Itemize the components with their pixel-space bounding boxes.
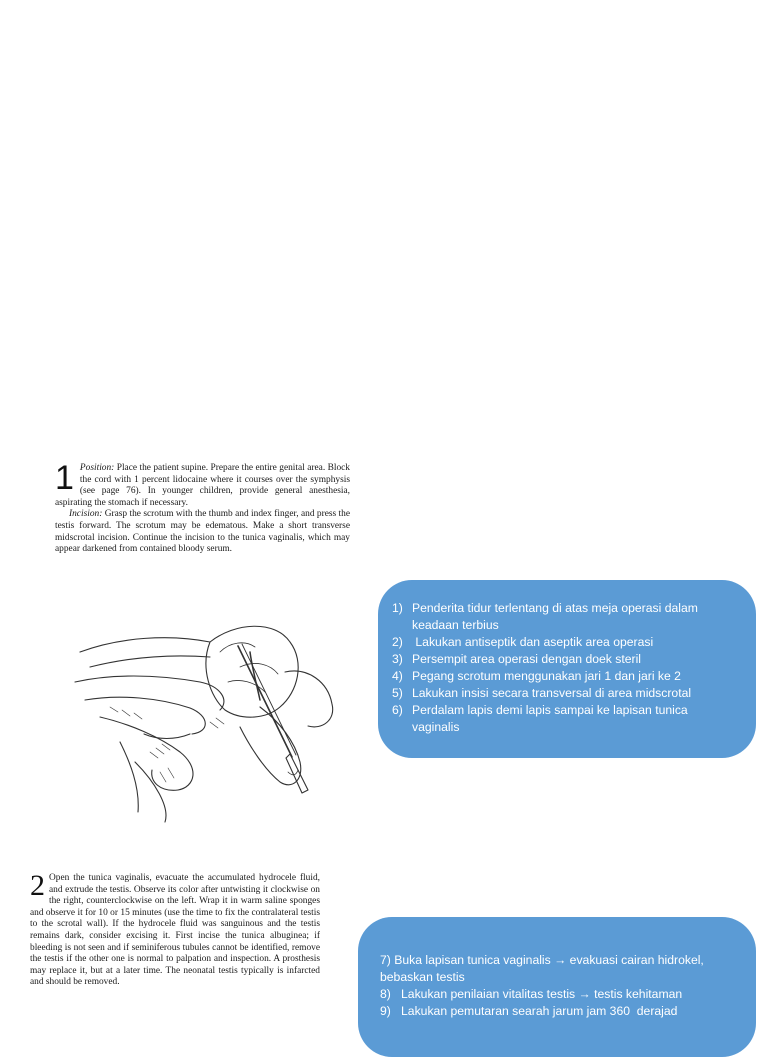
list-item: 3) Persempit area operasi dengan doek steril xyxy=(392,652,641,666)
incision-paragraph xyxy=(55,509,350,555)
step-2-paragraph: Open the tunica vaginalis, evacuate the accumulated hydrocele fluid, and extrude the testis. Observe its color after untwisting it clockwise on the right, counterclockwise on the left. Wrap it in warm saline sponges and observe it for 10 or 15 minutes (use the time to fix the contralateral testis to the scrotal wall). If the hydrocele fluid was sanguinous and the testis remains dark, consider excising it. First incise the tunica albuginea; if bleeding is not seen and if seminiferous tubules cannot be identified, remove the testis if the other one is normal to palpation and inspection. A prosthesis may replace it, but at a later time. The neonatal testis typically is infarcted and should be removed. xyxy=(30,873,320,988)
step-7-line: 7) Buka lapisan tunica vaginalis → evakuasi cairan hidrokel, bebaskan testis xyxy=(380,953,704,984)
steps-7-9-box xyxy=(358,917,756,1057)
list-item: 5) Lakukan insisi secara transversal di area midscrotal xyxy=(392,686,692,700)
steps-1-6-list xyxy=(378,580,756,736)
steps-1-6-box xyxy=(378,580,756,758)
incision-label: Incision: xyxy=(69,509,103,520)
position-label: Position: xyxy=(79,463,115,473)
step-9-line: 9) Lakukan pemutaran searah jarum jam 360 derajad xyxy=(380,1004,678,1018)
position-paragraph xyxy=(55,459,350,509)
list-item: 6) Perdalam lapis demi lapis sampai ke lapisan tunica vaginalis xyxy=(392,703,688,734)
step-1-text xyxy=(55,459,350,556)
step-2-number: 2 xyxy=(30,869,45,902)
incision-text: Grasp the scrotum with the thumb and index finger, and press the testis forward. The scrotum may be edematous. Make a short transverse midscrotal incision. Continue the incision to the tunica vaginalis, which may appear darkened from contained bloody serum. xyxy=(55,509,350,555)
step-2-text xyxy=(30,869,320,989)
list-item: 1) Penderita tidur terlentang di atas meja operasi dalam keadaan terbius xyxy=(392,601,698,632)
list-item: 2) Lakukan antiseptik dan aseptik area operasi xyxy=(392,635,654,649)
step-1-number: 1 xyxy=(55,459,74,497)
list-item: 4) Pegang scrotum menggunakan jari 1 dan jari ke 2 xyxy=(392,669,681,683)
step-8-line: 8) Lakukan penilaian vitalitas testis → testis kehitaman xyxy=(380,987,683,1001)
position-text: Place the patient supine. Prepare the entire genital area. Block the cord with 1 percent lidocaine where it courses over the symphysis (see page 76). In younger children, provide general anesthesia, aspirating the stomach if necessary. xyxy=(55,463,350,508)
scrotal-incision-illustration xyxy=(60,612,350,830)
